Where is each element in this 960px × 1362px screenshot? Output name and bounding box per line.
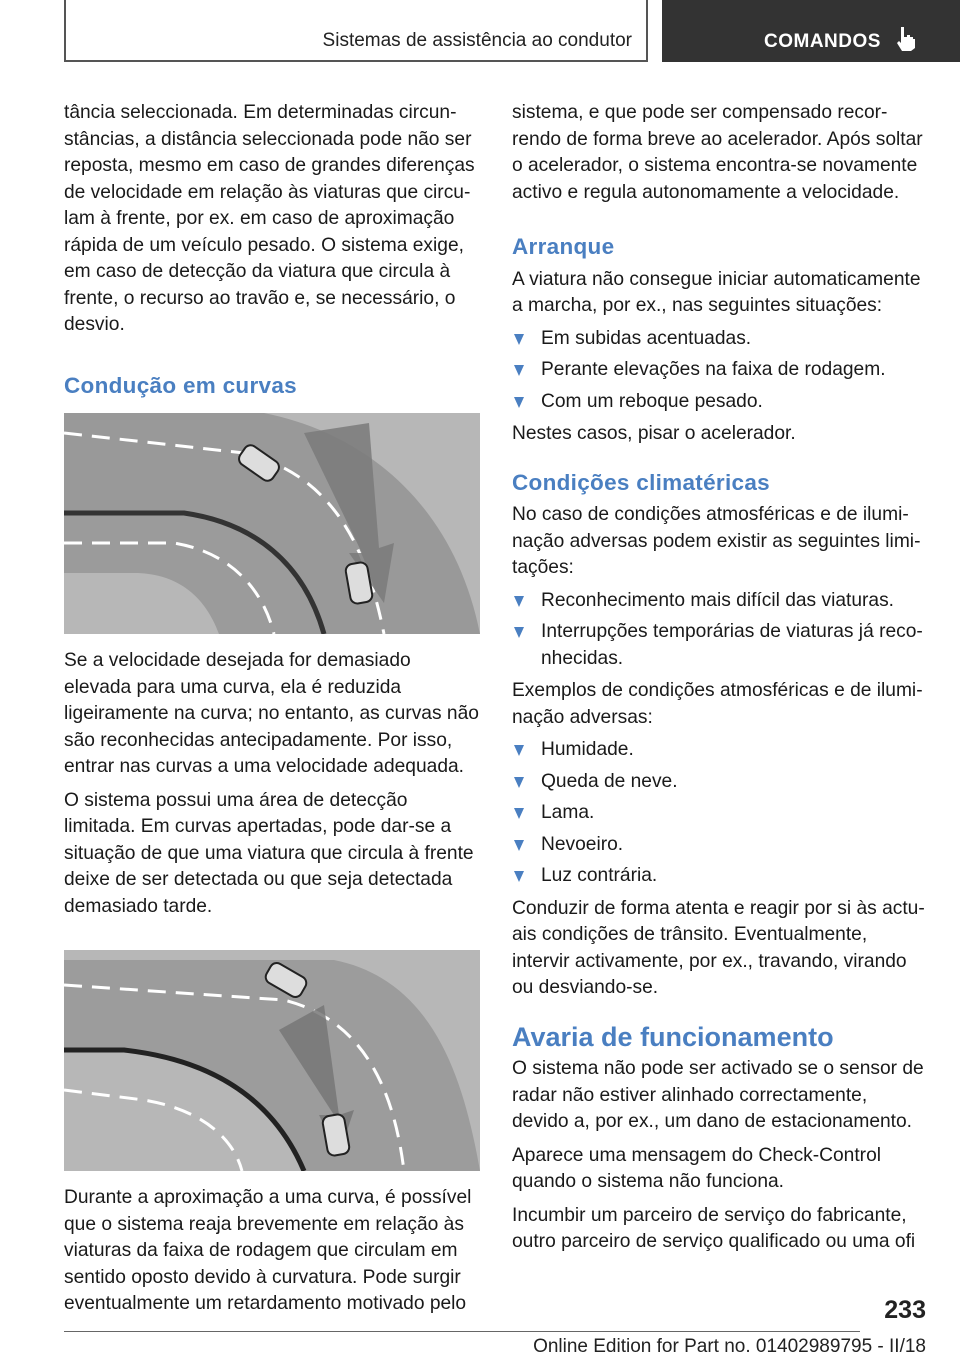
- figure-curve-approach: [64, 413, 480, 634]
- bullet-triangle-icon: [514, 777, 524, 788]
- paragraph: O sistema não pode ser activado se o sensor de radar não estiver alinhado correctamente, devido a, por ex., um dano de estacionamento.: [512, 1058, 924, 1132]
- list-condicoes: [512, 737, 928, 890]
- bullet-triangle-icon: [514, 745, 524, 756]
- list-item: Nevoeiro.: [512, 832, 928, 859]
- paragraph: Durante a aproximação a uma curva, é possível que o sistema reaja brevemente em relação às viaturas da faixa de rodagem que circulam em sentido oposto devido à curvatura. Pode surgir eventualmente um retardamento motivado pelo: [64, 1187, 472, 1314]
- hand-pointer-icon: [894, 26, 916, 52]
- section-title: Sistemas de assistência ao condutor: [322, 30, 632, 51]
- list-limitacoes: [512, 588, 928, 673]
- list-item: Reconhecimento mais difícil das viaturas.: [512, 588, 928, 615]
- list-item: Perante elevações na faixa de rodagem.: [512, 357, 928, 384]
- list-item: Em subidas acentuadas.: [512, 326, 928, 353]
- bullet-triangle-icon: [514, 596, 524, 607]
- list-item: Humidade.: [512, 737, 928, 764]
- footer-divider: [64, 1331, 860, 1332]
- bullet-triangle-icon: [514, 334, 524, 345]
- list-item: Interrupções temporárias de viaturas já reconhecidas.: [512, 619, 928, 672]
- bullet-triangle-icon: [514, 840, 524, 851]
- list-item: Lama.: [512, 800, 928, 827]
- paragraph: sistema, e que pode ser compensado recorrendo de forma breve ao acelerador. Após soltar o acelerador, o sistema encontra-se novamente activo e regula autonomamente a velocidade.: [512, 102, 923, 203]
- list-arranque: [512, 326, 928, 416]
- chapter-title: COMANDOS: [764, 31, 881, 52]
- left-column: [64, 100, 480, 1318]
- bullet-triangle-icon: [514, 808, 524, 819]
- paragraph: Exemplos de condições atmosféricas e de iluminação adversas:: [512, 680, 923, 728]
- list-item: Queda de neve.: [512, 769, 928, 796]
- list-item: Luz contrária.: [512, 863, 928, 890]
- heading-avaria: Avaria de funcionamento: [512, 1021, 834, 1052]
- paragraph: Nestes casos, pisar o acelerador.: [512, 423, 796, 444]
- paragraph: A viatura não consegue iniciar automaticamente a marcha, por ex., nas seguintes situações:: [512, 268, 921, 316]
- paragraph: No caso de condições atmosféricas e de iluminação adversas podem existir as seguintes limitações:: [512, 504, 921, 578]
- heading-clima: Condições climatéricas: [512, 469, 770, 495]
- page-number: 233: [884, 1296, 926, 1324]
- right-column: [512, 100, 928, 1256]
- footer-edition: Online Edition for Part no. 01402989795 - II/18: [533, 1336, 926, 1357]
- list-item: Com um reboque pesado.: [512, 389, 928, 416]
- paragraph: Incumbir um parceiro de serviço do fabricante, outro parceiro de serviço qualificado ou uma ofi: [512, 1204, 916, 1252]
- chapter-tab: [662, 0, 960, 62]
- page-header: [64, 0, 960, 64]
- paragraph: O sistema possui uma área de detecção limitada. Em curvas apertadas, pode dar-se a situação de que uma viatura que circula à frente deixe de ser detectada ou que seja detectada demasiado tarde.: [64, 789, 474, 917]
- paragraph: Conduzir de forma atenta e reagir por si às actuais condições de trânsito. Eventualmente, intervir activamente, por ex., travando, virando ou desviando-se.: [512, 897, 925, 998]
- heading-curves: Condução em curvas: [64, 372, 297, 398]
- bullet-triangle-icon: [514, 627, 524, 638]
- paragraph: Se a velocidade desejada for demasiado elevada para uma curva, ela é reduzida ligeiramente na curva; no entanto, as curvas não são reconhecidas antecipadamente. Por isso, entrar nas curvas a uma velocidade adequada.: [64, 650, 479, 777]
- bullet-triangle-icon: [514, 365, 524, 376]
- heading-arranque: Arranque: [512, 234, 615, 259]
- figure-oncoming-traffic: [64, 950, 480, 1171]
- paragraph: tância seleccionada. Em determinadas circunstâncias, a distância seleccionada pode não ser reposta, mesmo em caso de grandes diferenças de velocidade em relação às viaturas que circulam à frente, por ex. em caso de aproximação rápida de um veículo pesado. O sistema exige, em caso de detecção da viatura que circula à frente, o recurso ao travão e, se necessário, o desvio.: [64, 102, 475, 335]
- paragraph: Aparece uma mensagem do Check-Control quando o sistema não funciona.: [512, 1144, 882, 1192]
- section-tab: [64, 0, 648, 62]
- bullet-triangle-icon: [514, 397, 524, 408]
- bullet-triangle-icon: [514, 871, 524, 882]
